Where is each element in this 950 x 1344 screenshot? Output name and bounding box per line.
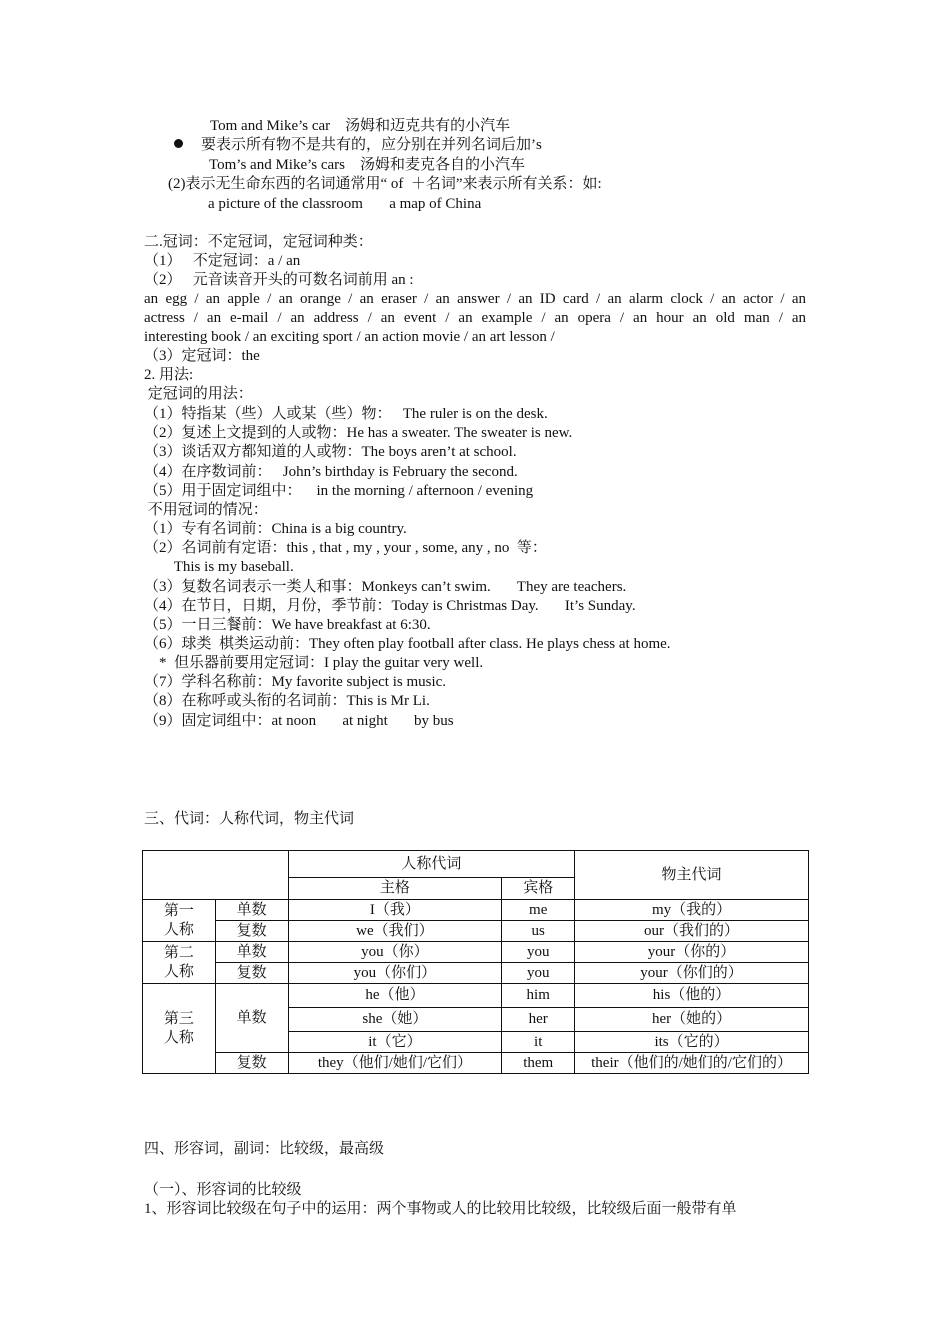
subject-cell: you（你们） [288, 963, 502, 984]
object-cell: them [502, 1053, 575, 1074]
subject-cell: I（我） [288, 900, 502, 921]
person-cell: 第一 人称 [143, 900, 216, 942]
person-cell: 第三 人称 [143, 984, 216, 1074]
section-heading: 三、代词：人称代词，物主代词 [144, 811, 355, 827]
possessive-cell: your（你们的） [575, 963, 809, 984]
list-item: （7）学科名称前：My favorite subject is music. [144, 674, 447, 690]
number-cell: 复数 [215, 963, 288, 984]
number-cell: 单数 [215, 984, 288, 1053]
subheading: （一）、形容词的比较级 [144, 1182, 302, 1198]
subject-cell: they（他们/她们/它们） [288, 1053, 502, 1074]
possessive-cell: our（我们的） [575, 921, 809, 942]
list-item: （5）用于固定词组中： in the morning / afternoon / evening [144, 483, 534, 499]
possessive-cell: his（他的） [575, 984, 809, 1008]
possessive-cell: their（他们的/她们的/它们的） [575, 1053, 809, 1074]
text-line: Tom’s and Mike’s cars 汤姆和麦克各自的小汽车 [209, 157, 526, 173]
text-line: actress / an e-mail / an address / an event / an example / an opera / an hour an old man / an [144, 310, 806, 326]
text-line: （1） 不定冠词：a / an [144, 253, 301, 269]
pronoun-table [142, 850, 809, 1074]
list-item: （2）复述上文提到的人或物：He has a sweater. The sweater is new. [144, 425, 573, 441]
text-line: interesting book / an exciting sport / an action movie / an art lesson / [144, 329, 555, 345]
header-object-case: 宾格 [502, 878, 575, 900]
list-item: （4）在序数词前： John’s birthday is February the second. [144, 464, 518, 480]
subject-cell: she（她） [288, 1008, 502, 1032]
object-cell: him [502, 984, 575, 1008]
table-row [143, 921, 809, 942]
text-line: a picture of the classroom a map of China [208, 196, 482, 212]
possessive-cell: my（我的） [575, 900, 809, 921]
list-item: * 但乐器前要用定冠词：I play the guitar very well. [144, 655, 484, 671]
list-item: （6）球类 棋类运动前：They often play football after class. He plays chess at home. [144, 636, 671, 652]
number-cell: 复数 [215, 1053, 288, 1074]
list-item: （5）一日三餐前：We have breakfast at 6:30. [144, 617, 431, 633]
header-subject-case: 主格 [288, 878, 502, 900]
section-heading: 二.冠词：不定冠词，定冠词种类： [144, 234, 373, 250]
subject-cell: it（它） [288, 1032, 502, 1053]
list-item: （8）在称呼或头衔的名词前：This is Mr Li. [144, 693, 430, 709]
text-line: (2)表示无生命东西的名词通常用“ of ＋名词”来表示所有关系：如: [168, 176, 602, 192]
object-cell: you [502, 942, 575, 963]
object-cell: you [502, 963, 575, 984]
table-corner-cell [143, 851, 289, 900]
table-row [143, 900, 809, 921]
object-cell: her [502, 1008, 575, 1032]
number-cell: 单数 [215, 942, 288, 963]
subject-cell: we（我们） [288, 921, 502, 942]
table-header-row [143, 851, 809, 878]
subject-cell: you（你） [288, 942, 502, 963]
possessive-cell: its（它的） [575, 1032, 809, 1053]
subheading: 不用冠词的情况： [144, 502, 268, 518]
list-item: （3）复数名词表示一类人和事：Monkeys can’t swim. They are teachers. [144, 579, 627, 595]
number-cell: 单数 [215, 900, 288, 921]
text-line: 要表示所有物不是共有的，应分别在并列名词后加’s [201, 137, 542, 153]
table-row [143, 942, 809, 963]
table-row [143, 963, 809, 984]
object-cell: me [502, 900, 575, 921]
bullet-icon [174, 139, 183, 148]
text-line: Tom and Mike’s car 汤姆和迈克共有的小汽车 [210, 118, 511, 134]
text-line: （2） 元音读音开头的可数名词前用 an : [144, 272, 414, 288]
person-cell: 第二 人称 [143, 942, 216, 984]
subheading: 定冠词的用法： [144, 386, 253, 402]
list-item: （1）专有名词前：China is a big country. [144, 521, 407, 537]
list-item: （4）在节日，日期，月份，季节前：Today is Christmas Day. It’s Sunday. [144, 598, 636, 614]
possessive-cell: her（她的） [575, 1008, 809, 1032]
list-item: （9）固定词组中：at noon at night by bus [144, 713, 454, 729]
list-item: This is my baseball. [144, 559, 294, 575]
text-line: 1、形容词比较级在句子中的运用：两个事物或人的比较用比较级，比较级后面一般带有单 [144, 1201, 737, 1217]
object-cell: us [502, 921, 575, 942]
section-heading: 四、形容词，副词：比较级，最高级 [144, 1141, 385, 1157]
text-line: （3）定冠词：the [144, 348, 260, 364]
text-line: an egg / an apple / an orange / an eraser / an answer / an ID card / an alarm clock / an actor / an [144, 291, 806, 307]
text-line: 2. 用法: [144, 367, 194, 383]
list-item: （2）名词前有定语：this , that , my , your , some, any , no 等： [144, 540, 547, 556]
possessive-cell: your（你的） [575, 942, 809, 963]
header-possessive-pronoun: 物主代词 [575, 851, 809, 900]
subject-cell: he（他） [288, 984, 502, 1008]
list-item: （1）特指某（些）人或某（些）物： The ruler is on the desk. [144, 406, 548, 422]
list-item: （3）谈话双方都知道的人或物：The boys aren’t at school. [144, 444, 517, 460]
table-row [143, 1053, 809, 1074]
table-row [143, 984, 809, 1008]
object-cell: it [502, 1032, 575, 1053]
number-cell: 复数 [215, 921, 288, 942]
header-personal-pronoun: 人称代词 [288, 851, 575, 878]
